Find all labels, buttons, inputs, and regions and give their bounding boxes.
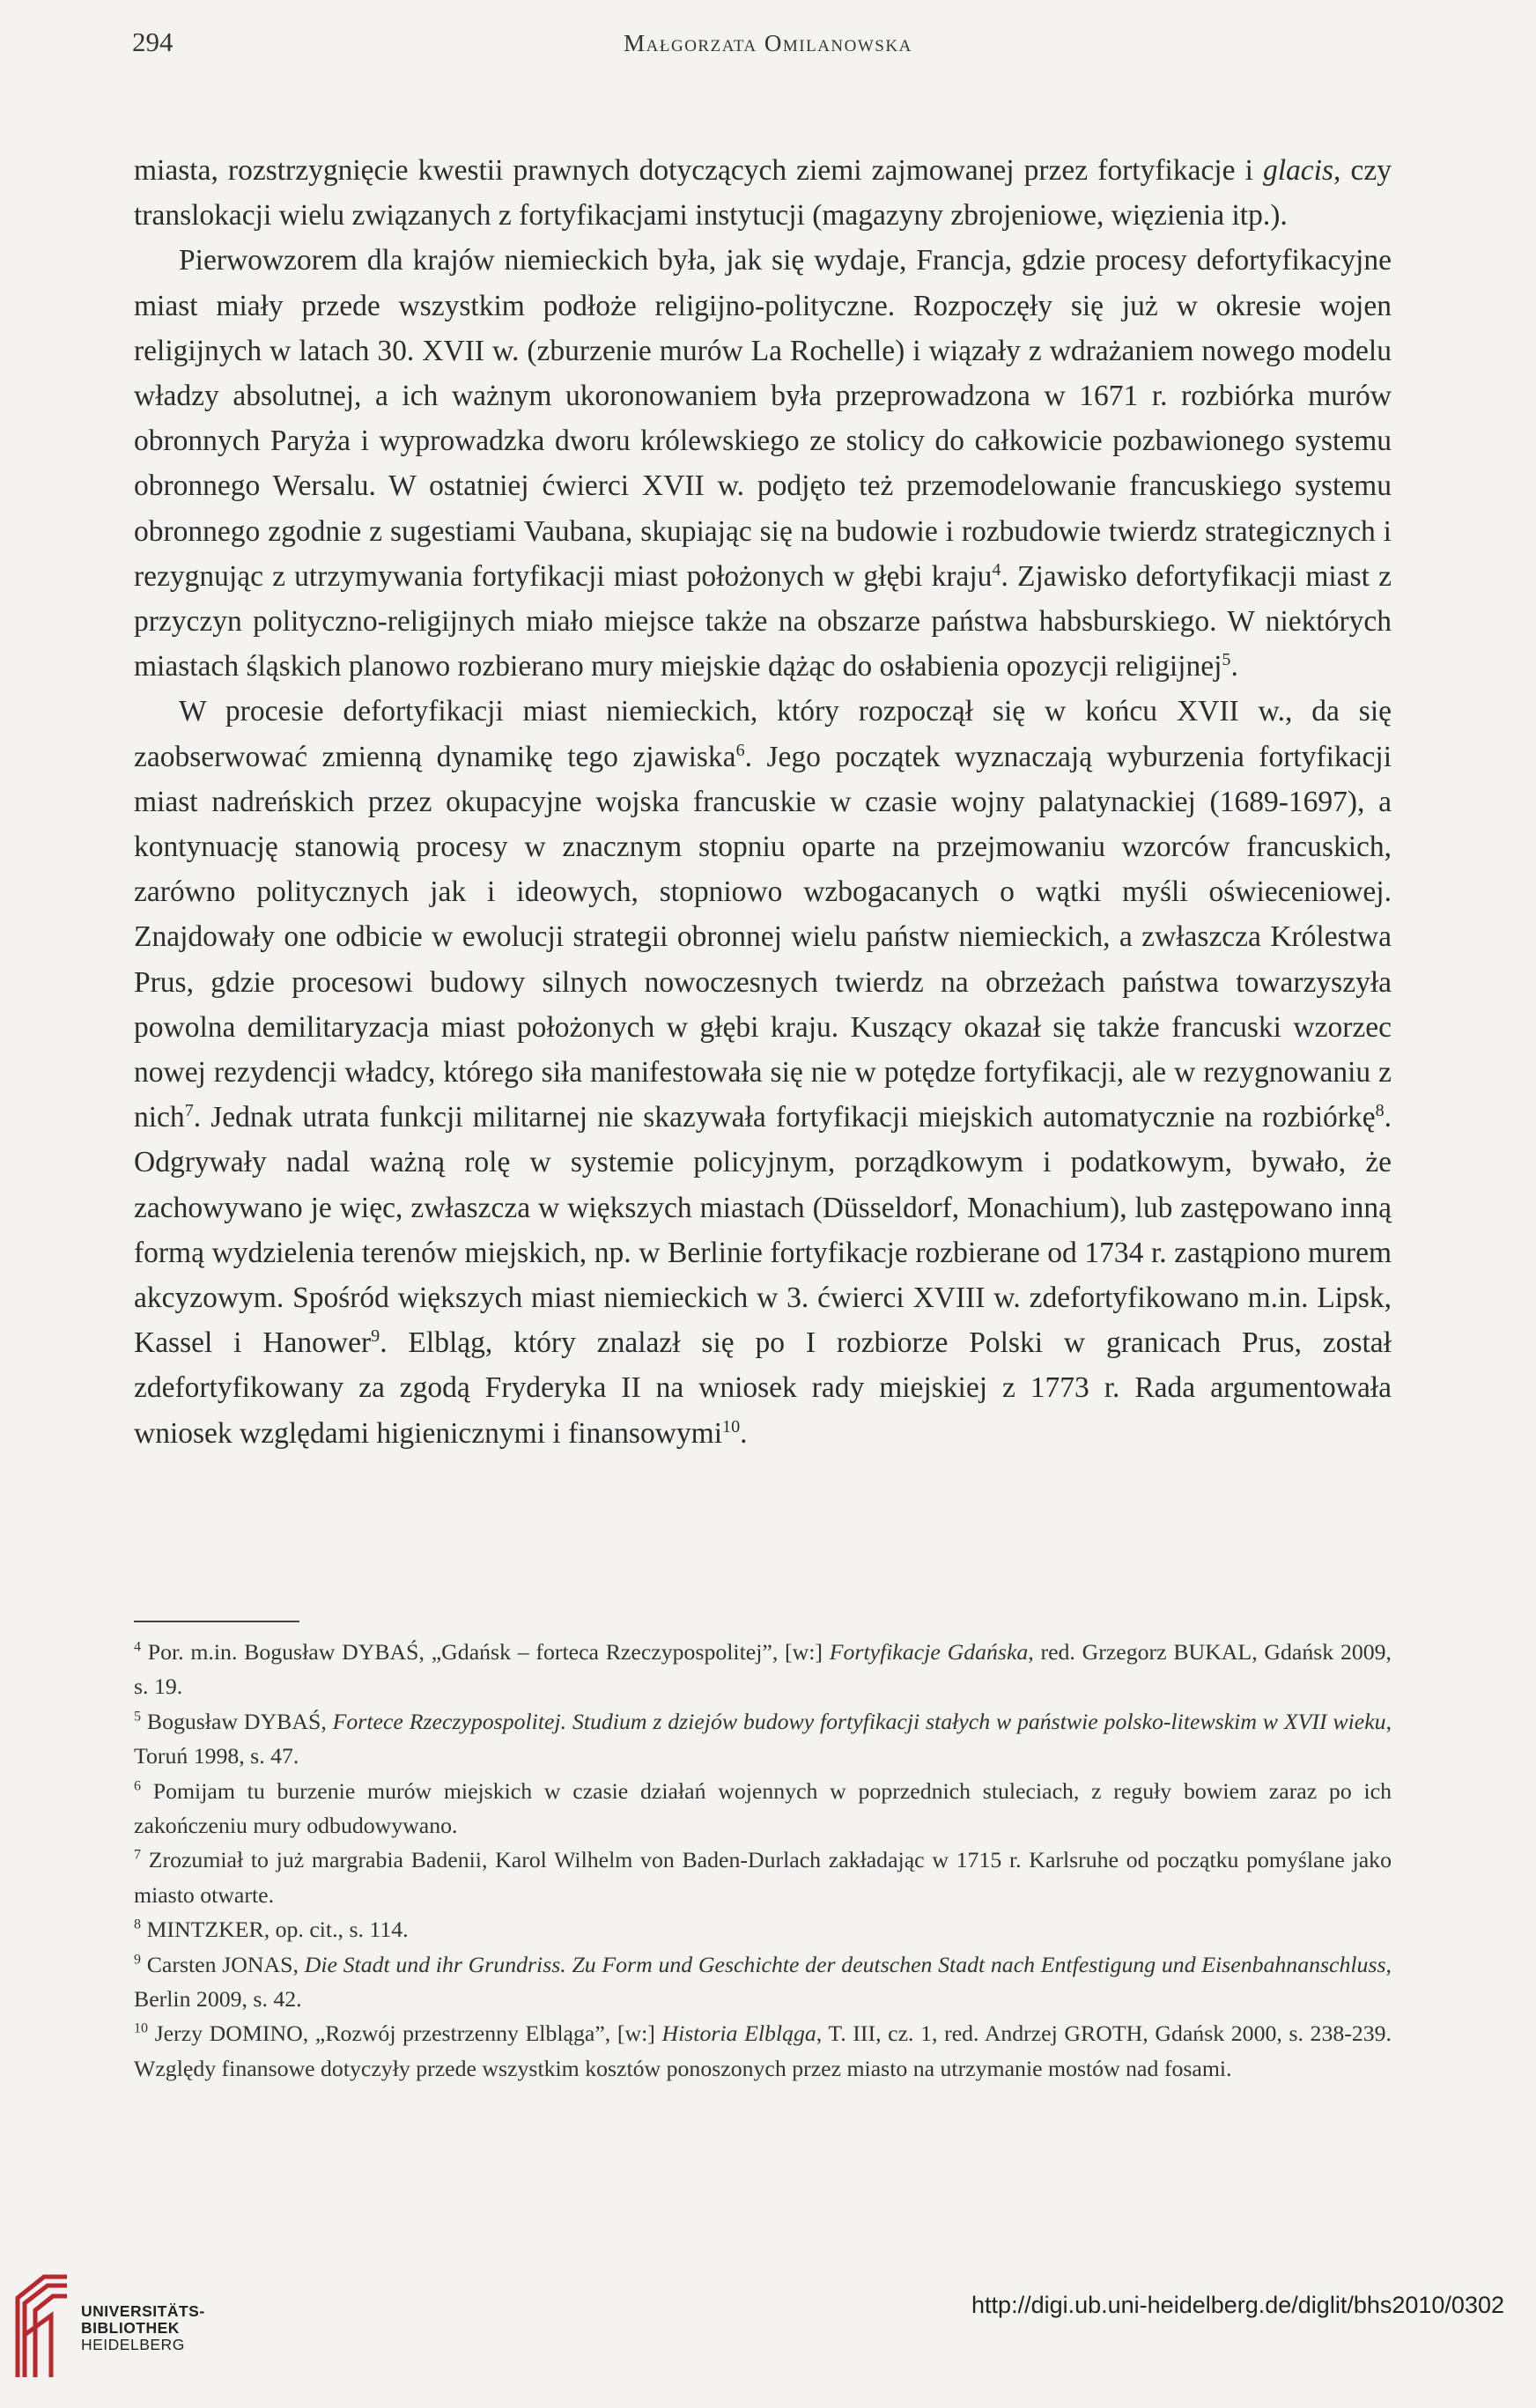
footnote-ref[interactable]: 9	[371, 1326, 380, 1347]
heidelberg-library-emblem-icon	[12, 2273, 72, 2382]
footnote-ref[interactable]: 8	[1375, 1101, 1385, 1121]
footnote-number: 10	[134, 2020, 148, 2036]
footnote-divider	[134, 1621, 299, 1622]
footnote-number: 9	[134, 1952, 141, 1968]
footnote-ref[interactable]: 5	[1222, 650, 1231, 670]
paragraph-3: W procesie defortyfikacji miast niemieckich, który rozpoczął się w końcu XVII w., da się zaobserwować zmienną dynamikę tego zjawiska$^6$. Jego początek wyznaczają wyburzenia fortyfikacji miast nadreńskich przez okupacyjne wojska francuskie w czasie wojny palatynackiej (1689-1697), a kontynuację stanowią procesy w znacznym stopniu oparte na przejmowaniu wzorców francuskich, zarówno politycznych jak i ideowych, stopniowo wzbogacanych o wątki myśli oświeceniowej. Znajdowały one odbicie w ewolucji strategii obronnej wielu państw niemieckich, a zwłaszcza Królestwa Prus, gdzie procesowi budowy silnych nowoczesnych twierdz na obrzeżach państwa towarzyszyła powolna demilitaryzacja miast położonych w głębi kraju. Kuszący okazał się także francuski wzorzec nowej rezydencji władcy, którego siła manifestowała się nie w potędze fortyfikacji, ale w rezygnowaniu z nich$^7$. Jednak utrata funkcji militarnej nie skazywała fortyfikacji miejskich automatycznie na rozbiórkę$^8$. Odgrywały nadal ważną rolę w systemie policyjnym, porządkowym i podatkowym, bywało, że zachowywano je więc, zwłaszcza w większych miastach (Düsseldorf, Monachium), lub zastępowano inną formą wydzielenia terenów miejskich, np. w Berlinie fortyfikacje rozbierane od 1734 r. zastąpiono murem akcyzowym. Spośród większych miast niemieckich w 3. ćwierci XVIII w. zdefortyfikowano m.in. Lipsk, Kassel i Hanower$^9$. Elbląg, który znalazł się po I rozbiorze Polski w granicach Prus, został zdefortyfikowany za zgodą Fryderyka II na wniosek rady miejskiej z 1773 r. Rada argumentowała wniosek względami higienicznymi i finansowymi$^{10}$.	[134, 695, 1392, 1450]
source-url-link[interactable]: http://digi.ub.uni-heidelberg.de/diglit/bhs2010/0302	[971, 2292, 1504, 2318]
footnote-number: 4	[134, 1639, 141, 1655]
footnote-ref[interactable]: 10	[722, 1416, 741, 1437]
footnote-ref[interactable]: 6	[735, 740, 745, 760]
footnote-10: $^{10}$ Jerzy DOMINO, „Rozwój przestrzenny Elbląga”, [w:] Historia Elbląga, T. III, cz. 1, red. Andrzej GROTH, Gdańsk 2000, s. 238-239. Względy finansowe dotyczyły przede wszystkim kosztów ponoszonych przez miasto na utrzymanie mostów nad fosami.	[134, 2020, 1392, 2081]
footnotes	[134, 1635, 1392, 2086]
footnote-5: $^5$ Bogusław DYBAŚ, Fortece Rzeczypospolitej. Studium z dziejów budowy fortyfikacji stałych w państwie polsko-litewskim w XVII wieku, Toruń 1998, s. 47.	[134, 1708, 1392, 1769]
footnote-number: 6	[134, 1778, 141, 1794]
footnote-ref[interactable]: 7	[184, 1101, 194, 1121]
running-head: Małgorzata Omilanowska	[624, 30, 912, 56]
footnote-ref[interactable]: 4	[992, 559, 1001, 580]
footnote-9: $^9$ Carsten JONAS, Die Stadt und ihr Grundriss. Zu Form und Geschichte der deutschen Stadt nach Entfestigung und Eisenbahnanschluss, Berlin 2009, s. 42.	[134, 1951, 1392, 2013]
footnote-8: $^8$ MINTZKER, op. cit., s. 114.	[134, 1917, 409, 1943]
footnote-6: $^6$ Pomijam tu burzenie murów miejskich w czasie działań wojennych w poprzednich stuleciach, z reguły bowiem zaraz po ich zakończeniu mury odbudowywano.	[134, 1777, 1392, 1839]
footnote-number: 8	[134, 1917, 141, 1932]
page-number: 294	[132, 26, 174, 57]
footnote-number: 7	[134, 1847, 141, 1863]
library-name: UNIVERSITÄTS- BIBLIOTHEK HEIDELBERG	[81, 2301, 205, 2353]
library-logo[interactable]	[12, 2271, 277, 2385]
main-text	[134, 148, 1392, 1456]
footnote-4: $^4$ Por. m.in. Bogusław DYBAŚ, „Gdańsk – forteca Rzeczypospolitej”, [w:] Fortyfikacje Gdańska, red. Grzegorz BUKAL, Gdańsk 2009, s. 19.	[134, 1639, 1392, 1700]
footnote-7: $^7$ Zrozumiał to już margrabia Badenii, Karol Wilhelm von Baden-Durlach zakładając w 1715 r. Karlsruhe od początku pomyślane jako miasto otwarte.	[134, 1847, 1392, 1908]
paragraph-2: Pierwowzorem dla krajów niemieckich była, jak się wydaje, Francja, gdzie procesy defortyfikacyjne miast miały przede wszystkim podłoże religijno-polityczne. Rozpoczęły się już w okresie wojen religijnych w latach 30. XVII w. (zburzenie murów La Rochelle) i wiązały z wdrażaniem nowego modelu władzy absolutnej, a ich ważnym ukoronowaniem była przeprowadzona w 1671 r. rozbiórka murów obronnych Paryża i wyprowadzka dworu królewskiego ze stolicy do całkowicie pozbawionego systemu obronnego Wersalu. W ostatniej ćwierci XVII w. podjęto też przemodelowanie francuskiego systemu obronnego zgodnie z sugestiami Vaubana, skupiając się na budowie i rozbudowie twierdz strategicznych i rezygnując z utrzymywania fortyfikacji miast położonych w głębi kraju$^4$. Zjawisko defortyfikacji miast z przyczyn polityczno-religijnych miało miejsce także na obszarze państwa habsburskiego. W niektórych miastach śląskich planowo rozbierano mury miejskie dążąc do osłabienia opozycji religijnej$^5$.	[134, 244, 1392, 683]
paragraph-1: miasta, rozstrzygnięcie kwestii prawnych dotyczących ziemi zajmowanej przez fortyfikacje i glacis, czy translokacji wielu związanych z fortyfikacjami instytucji (magazyny zbrojeniowe, więzienia itp.).	[134, 154, 1392, 233]
footnote-number: 5	[134, 1709, 141, 1725]
